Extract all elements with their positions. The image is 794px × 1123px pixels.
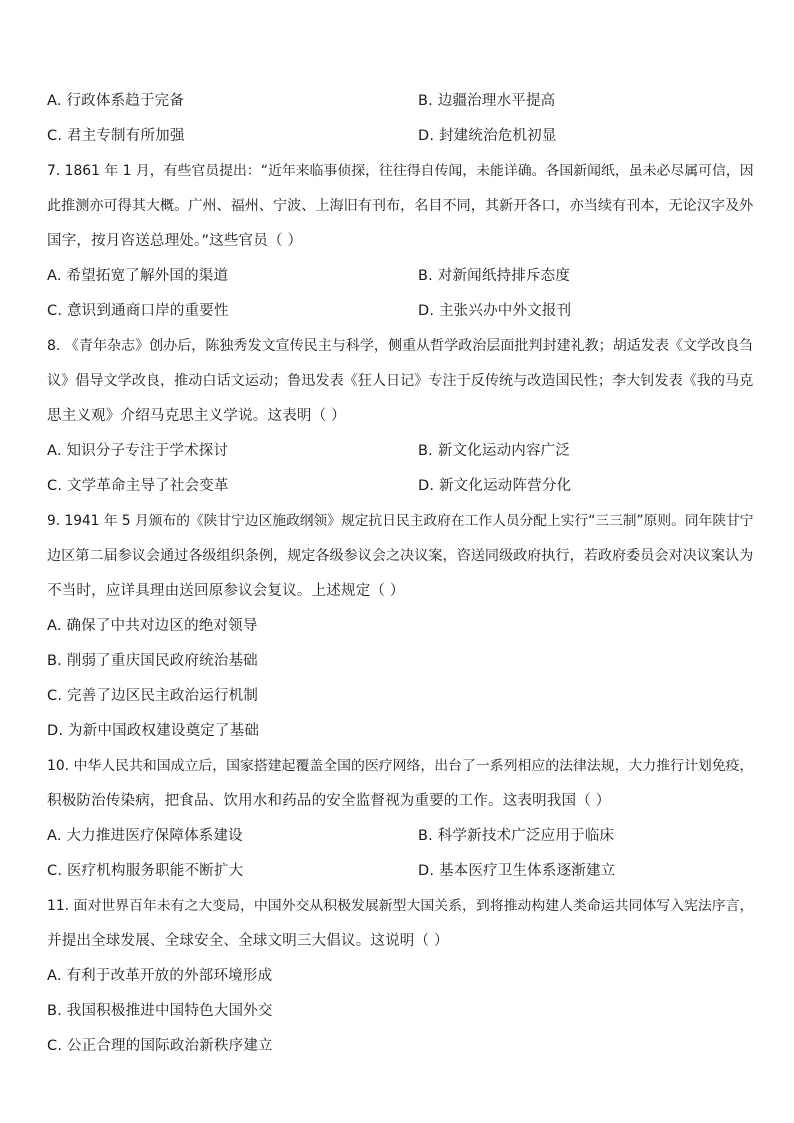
q7-options-row1 <box>47 266 754 286</box>
q9-option-a: A. 确保了中共对边区的绝对领导 <box>47 618 258 634</box>
q8-stem-line2: 议》倡导文学改良，推动白话文运动；鲁迅发表《狂人日记》专注于反传统与改造国民性；李大钊发表《我的马克 <box>47 373 754 389</box>
q10-stem-line2: 积极防治传染病，把食品、饮用水和药品的安全监督视为重要的工作。这表明我国（ ） <box>47 793 611 809</box>
q6-options-row1 <box>47 91 754 111</box>
q8-option-c: C. 文学革命主导了社会变革 <box>47 478 229 494</box>
q8-option-d: D. 新文化运动阵营分化 <box>418 478 572 494</box>
q9-stem-line1: 9. 1941 年 5 月颁布的《陕甘宁边区施政纲领》规定抗日民主政府在工作人员分配上实行“三三制”原则。同年陕甘宁 <box>47 513 754 529</box>
q9-option-c: C. 完善了边区民主政治运行机制 <box>47 688 259 704</box>
q6-option-b: B. 边疆治理水平提高 <box>418 93 556 109</box>
q7-stem-line1: 7. 1861 年 1 月，有些官员提出：“近年来临事侦探，往往得自传闻，未能详确。各国新闻纸，虽未必尽属可信，因 <box>47 163 754 179</box>
q7-option-c: C. 意识到通商口岸的重要性 <box>47 303 229 319</box>
q6-option-c: C. 君主专制有所加强 <box>47 128 185 144</box>
q10-option-a: A. 大力推进医疗保障体系建设 <box>47 828 243 844</box>
q11-option-b: B. 我国积极推进中国特色大国外交 <box>47 1003 273 1019</box>
q10-options-row1 <box>47 826 754 846</box>
q9-stem-line3: 不当时，应详具理由送回原参议会复议。上述规定（ ） <box>47 583 405 599</box>
q8-options-row2 <box>47 476 754 496</box>
q8-option-b: B. 新文化运动内容广泛 <box>418 443 571 459</box>
q7-stem-line3: 国字，按月咨送总理处。”这些官员（ ） <box>47 233 303 249</box>
q7-stem-line2: 此推测亦可得其大概。广州、福州、宁波、上海旧有刊布，名目不同，其新开各口，亦当续有刊本，无论汉字及外 <box>47 198 754 214</box>
q10-option-b: B. 科学新技术广泛应用于临床 <box>418 828 615 844</box>
q11-option-c: C. 公正合理的国际政治新秩序建立 <box>47 1038 273 1054</box>
q11-stem-line1: 11. 面对世界百年未有之大变局，中国外交从积极发展新型大国关系，到将推动构建人类命运共同体写入宪法序言， <box>47 898 754 914</box>
q10-option-d: D. 基本医疗卫生体系逐渐建立 <box>418 863 616 879</box>
q8-option-a: A. 知识分子专注于学术探讨 <box>47 443 229 459</box>
q8-stem-line3: 思主义观》介绍马克思主义学说。这表明（ ） <box>47 408 346 424</box>
q6-option-d: D. 封建统治危机初显 <box>418 128 557 144</box>
q8-options-row1 <box>47 441 754 461</box>
q10-options-row2 <box>47 861 754 881</box>
q7-option-a: A. 希望拓宽了解外国的渠道 <box>47 268 229 284</box>
q8-stem-line1: 8. 《青年杂志》创办后，陈独秀发文宣传民主与科学，侧重从哲学政治层面批判封建礼教；胡适发表《文学改良刍 <box>47 338 754 354</box>
q7-option-d: D. 主张兴办中外文报刊 <box>418 303 572 319</box>
q10-option-c: C. 医疗机构服务职能不断扩大 <box>47 863 244 879</box>
q11-stem-line2: 并提出全球发展、全球安全、全球文明三大倡议。这说明（ ） <box>47 933 449 949</box>
q7-options-row2 <box>47 301 754 321</box>
q9-option-d: D. 为新中国政权建设奠定了基础 <box>47 723 260 739</box>
q6-options-row2 <box>47 126 754 146</box>
q7-option-b: B. 对新闻纸持排斥态度 <box>418 268 571 284</box>
q9-stem-line2: 边区第二届参议会通过各级组织条例，规定各级参议会之决议案，咨送同级政府执行，若政府委员会对决议案认为 <box>47 548 754 564</box>
q11-option-a: A. 有利于改革开放的外部环境形成 <box>47 968 273 984</box>
q9-option-b: B. 削弱了重庆国民政府统治基础 <box>47 653 258 669</box>
q6-option-a: A. 行政体系趋于完备 <box>47 93 185 109</box>
q10-stem-line1: 10. 中华人民共和国成立后，国家搭建起覆盖全国的医疗网络，出台了一系列相应的法律法规，大力推行计划免疫， <box>47 758 754 774</box>
